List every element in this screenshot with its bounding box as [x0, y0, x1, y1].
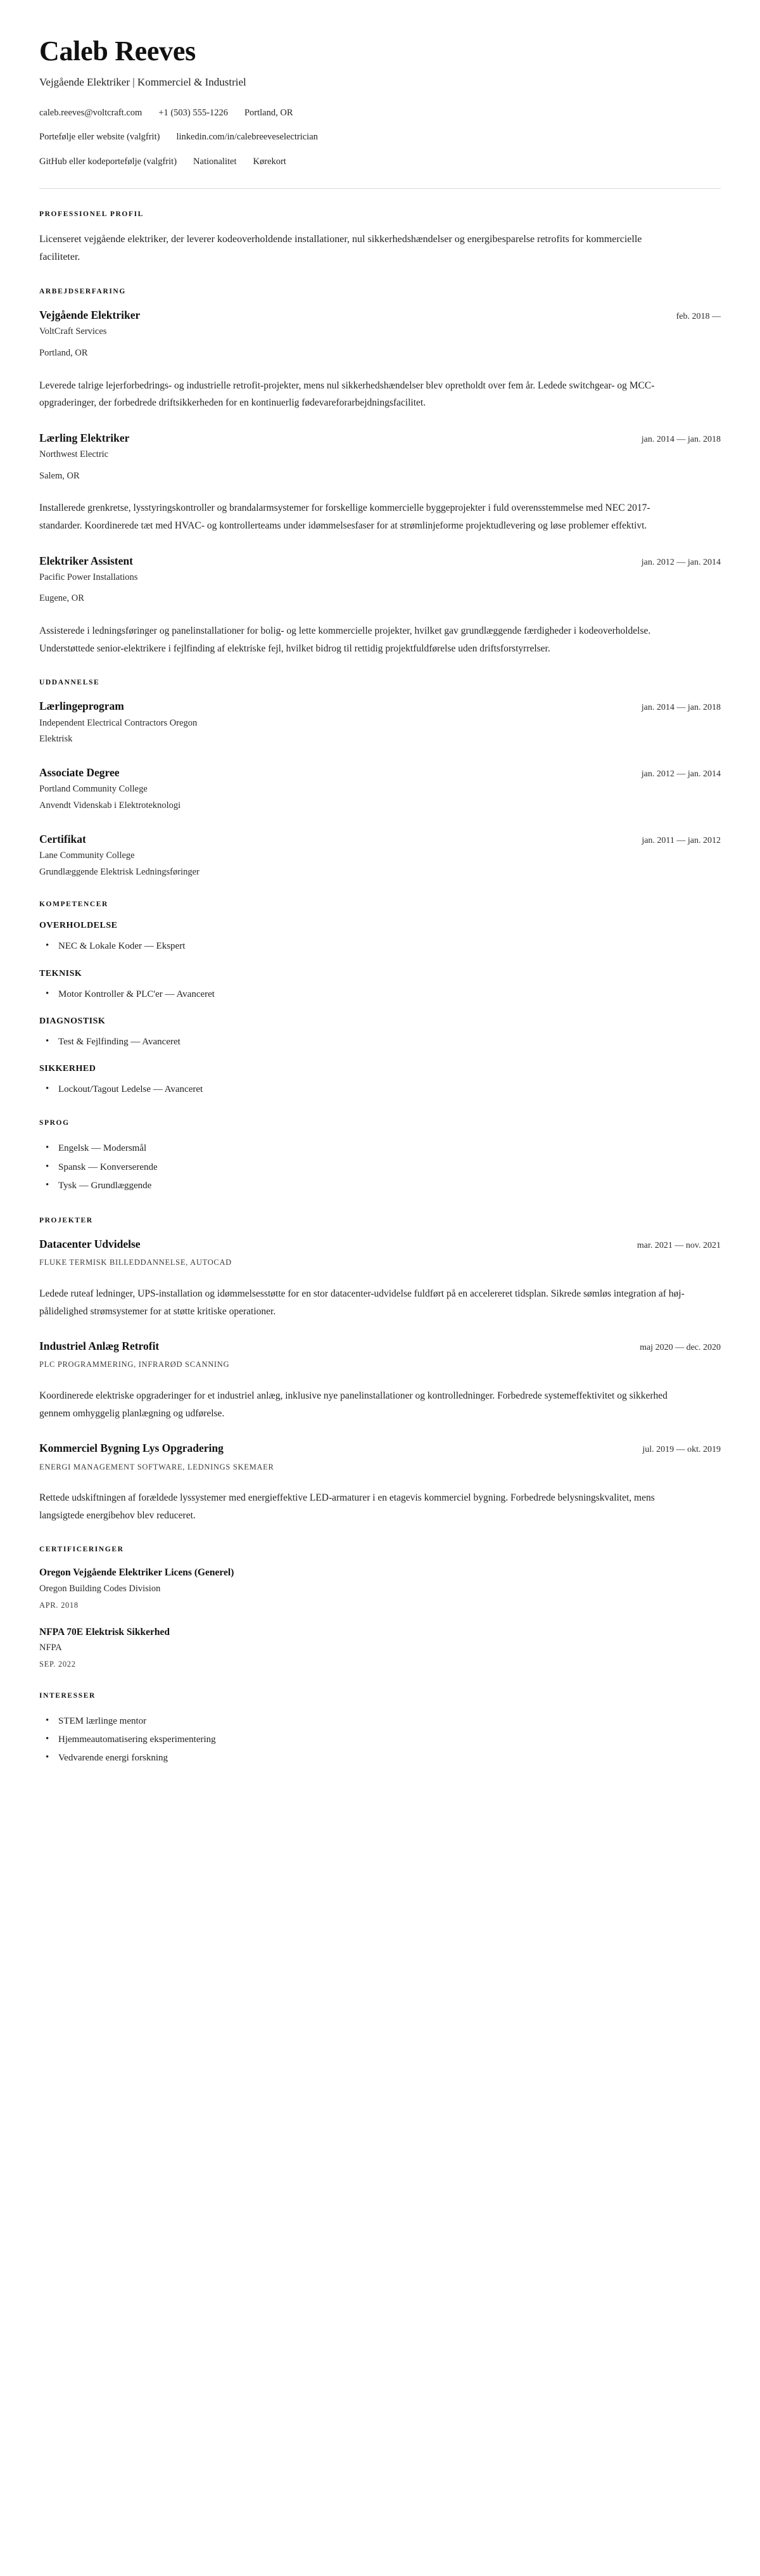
school-name: Independent Electrical Contractors Oregon — [39, 717, 198, 728]
project-description: Ledede ruteaf ledninger, UPS-installation og idømmelsesstøtte for en stor datacenter-udvidelse fuldført på en accelereret tidsplan. Sikrede sømløs integration af høj-pålidelighed strømsystemer for at støtte kritiske operationer. — [39, 1288, 685, 1317]
skill-list — [39, 937, 721, 956]
experience-entry-head — [39, 554, 721, 568]
section-title-projects: PROJEKTER — [39, 1217, 93, 1225]
language-item: • Tysk — Grundlæggende — [39, 1177, 721, 1195]
interest-list — [39, 1712, 721, 1768]
experience-entry — [39, 308, 721, 412]
phone-text: +1 (503) 555-1226 — [158, 107, 228, 118]
interest-item: • STEM lærlinge mentor — [39, 1712, 721, 1731]
project-entry — [39, 1339, 721, 1422]
project-date-range: maj 2020 — dec. 2020 — [640, 1343, 721, 1353]
candidate-headline: Vejgående Elektriker | Kommerciel & Industriel — [39, 75, 246, 88]
degree-title: Certifikat — [39, 832, 86, 845]
section-title-experience: ARBEJDSERFARING — [39, 287, 126, 295]
certification-issuer: Oregon Building Codes Division — [39, 1584, 161, 1594]
degree-date-range: jan. 2014 — jan. 2018 — [641, 703, 721, 713]
project-date-range: mar. 2021 — nov. 2021 — [636, 1241, 721, 1251]
skill-item: • Test & Fejlfinding — Avanceret — [39, 1033, 721, 1051]
job-company: Northwest Electric — [39, 449, 109, 459]
job-company: Pacific Power Installations — [39, 572, 138, 582]
certification-entry — [39, 1625, 721, 1670]
field-of-study: Elektrisk — [39, 734, 73, 745]
job-description: Leverede talrige lejerforbedrings- og industrielle retrofit-projekter, mens nul sikkerhedshændelser blev opretholdt over fem år. Ledede switchgear- og MCC-opgraderinger, der forbedrede driftsikkerheden for en kontinuerlig fødevareforarbejdningsfacilitet. — [39, 380, 655, 409]
section-title-certifications: CERTIFICERINGER — [39, 1546, 124, 1554]
degree-title: Lærlingeprogram — [39, 700, 124, 713]
skill-group — [39, 969, 721, 1004]
language-list — [39, 1139, 721, 1195]
job-date-range: jan. 2012 — jan. 2014 — [641, 557, 721, 567]
education-entry — [39, 766, 721, 813]
job-title: Elektriker Assistent — [39, 554, 133, 567]
project-date-range: jul. 2019 — okt. 2019 — [642, 1445, 721, 1455]
contact-row-links — [39, 131, 721, 144]
section-title-skills: KOMPETENCER — [39, 900, 108, 909]
education-entry-head — [39, 699, 721, 714]
summary-text: Licenseret vejgående elektriker, der leverer kodeoverholdende installationer, nul sikkerhedshændelser og energibesparelse retrofits for kommercielle faciliteter. — [39, 233, 642, 262]
certification-date: SEP. 2022 — [39, 1660, 76, 1669]
candidate-name: Caleb Reeves — [39, 35, 196, 67]
header-divider — [39, 188, 721, 189]
degree-date-range: jan. 2011 — jan. 2012 — [642, 835, 721, 845]
resume-header — [39, 37, 721, 189]
project-entry-head — [39, 1237, 721, 1252]
project-tools: ENERGI MANAGEMENT SOFTWARE, LEDNINGS SKEMAER — [39, 1462, 274, 1471]
project-tools: PLC PROGRAMMERING, INFRARØD SCANNING — [39, 1360, 230, 1369]
section-skills — [39, 900, 721, 1195]
project-description: Rettede udskiftningen af forældede lyssystemer med energieffektive LED-armaturer i en etagevis kommerciel bygning. Forbedrede belysningskvalitet, mens langsigtede energibehov blev reduceret. — [39, 1492, 655, 1521]
skill-group — [39, 1016, 721, 1051]
skill-group — [39, 921, 721, 956]
job-title: Lærling Elektriker — [39, 431, 130, 444]
drivers-license-text: Kørekort — [253, 157, 286, 167]
interest-item: • Vedvarende energi forskning — [39, 1749, 721, 1767]
job-location: Portland, OR — [39, 347, 88, 358]
experience-entry — [39, 554, 721, 658]
job-date-range: jan. 2014 — jan. 2018 — [641, 434, 721, 444]
education-entry-head — [39, 766, 721, 780]
skill-item: • Lockout/Tagout Ledelse — Avanceret — [39, 1080, 721, 1099]
degree-title: Associate Degree — [39, 766, 120, 779]
project-entry-head — [39, 1441, 721, 1456]
language-item: • Engelsk — Modersmål — [39, 1139, 721, 1158]
section-title-interests: INTERESSER — [39, 1691, 96, 1700]
language-item: • Spansk — Konverserende — [39, 1158, 721, 1177]
skill-group-title: TEKNISK — [39, 968, 82, 978]
skill-list — [39, 1033, 721, 1051]
location-text: Portland, OR — [244, 107, 293, 118]
project-entry-head — [39, 1339, 721, 1354]
school-name: Portland Community College — [39, 784, 148, 795]
nationality-text: Nationalitet — [193, 157, 237, 167]
project-description: Koordinerede elektriske opgraderinger for et industriel anlæg, inklusive nye panelinstallationer og kontrolledninger. Forbedrede systemeffektivitet og sikkerhed gennem omhyggelig planlægning og udførelse. — [39, 1390, 668, 1419]
education-entry — [39, 699, 721, 747]
experience-entry-head — [39, 308, 721, 323]
education-entry-head — [39, 832, 721, 847]
job-description: Assisterede i ledningsføringer og panelinstallationer for bolig- og lette kommercielle projekter, hvilket gav grundlæggende færdigheder i kodeoverholdelse. Understøttede senior-elektrikere i fejlfinding af elektriske fejl, hvilket bidrog til rettidig projektfuldførelse uden driftsforstyrrelser. — [39, 625, 651, 654]
section-certifications — [39, 1546, 721, 1670]
project-name: Datacenter Udvidelse — [39, 1238, 141, 1251]
project-tools: FLUKE TERMISK BILLEDDANNELSE, AUTOCAD — [39, 1258, 232, 1267]
section-title-languages: SPROG — [39, 1119, 70, 1127]
section-summary — [39, 210, 721, 266]
section-interests — [39, 1692, 721, 1768]
job-description: Installerede grenkretse, lysstyringskontroller og brandalarmsystemer for forskellige kommercielle byggeprojekter i fuld overensstemmelse med NEC 2017-standarder. Koordinerede tæt med HVAC- og kontrollerteams under idømmelsesfaser for at strømlinjeforme projektudlevering og løse problemer effektivt. — [39, 503, 650, 531]
skill-list — [39, 985, 721, 1004]
section-projects — [39, 1217, 721, 1524]
certification-name: NFPA 70E Elektrisk Sikkerhed — [39, 1626, 170, 1637]
interest-item: • Hjemmeautomatisering eksperimentering — [39, 1731, 721, 1749]
field-of-study: Grundlæggende Elektrisk Ledningsføringer — [39, 866, 200, 877]
job-location: Eugene, OR — [39, 593, 84, 604]
certification-date: APR. 2018 — [39, 1600, 79, 1610]
field-of-study: Anvendt Videnskab i Elektroteknologi — [39, 800, 181, 811]
project-name: Industriel Anlæg Retrofit — [39, 1340, 160, 1353]
skill-group-title: SIKKERHED — [39, 1064, 96, 1074]
job-location: Salem, OR — [39, 470, 80, 481]
project-name: Kommerciel Bygning Lys Opgradering — [39, 1442, 224, 1455]
portfolio-placeholder-text: Portefølje eller website (valgfrit) — [39, 132, 160, 143]
certification-name: Oregon Vejgående Elektriker Licens (Generel) — [39, 1567, 234, 1579]
section-title-summary: PROFESSIONEL PROFIL — [39, 210, 144, 218]
education-entry — [39, 832, 721, 880]
certification-issuer: NFPA — [39, 1643, 62, 1653]
certification-entry — [39, 1566, 721, 1611]
github-placeholder-text: GitHub eller kodeportefølje (valgfrit) — [39, 157, 177, 167]
skill-item: • NEC & Lokale Koder — Ekspert — [39, 937, 721, 956]
skill-group-title: OVERHOLDELSE — [39, 921, 118, 931]
skill-list — [39, 1080, 721, 1099]
skill-item: • Motor Kontroller & PLC'er — Avanceret — [39, 985, 721, 1004]
email-text: caleb.reeves@voltcraft.com — [39, 107, 142, 118]
project-entry — [39, 1237, 721, 1320]
linkedin-text: linkedin.com/in/calebreeveselectrician — [176, 132, 318, 143]
skill-group-title: DIAGNOSTISK — [39, 1016, 106, 1026]
section-experience — [39, 288, 721, 658]
degree-date-range: jan. 2012 — jan. 2014 — [641, 769, 721, 779]
school-name: Lane Community College — [39, 850, 135, 861]
skill-group — [39, 1064, 721, 1099]
section-education — [39, 679, 721, 879]
experience-entry — [39, 431, 721, 535]
contact-row-primary — [39, 106, 721, 120]
experience-entry-head — [39, 431, 721, 445]
languages-block — [39, 1119, 721, 1195]
job-title: Vejgående Elektriker — [39, 308, 141, 321]
project-entry — [39, 1441, 721, 1524]
job-date-range: feb. 2018 — — [676, 311, 721, 321]
contact-row-extra — [39, 155, 721, 169]
job-company: VoltCraft Services — [39, 326, 107, 336]
section-title-education: UDDANNELSE — [39, 679, 100, 687]
